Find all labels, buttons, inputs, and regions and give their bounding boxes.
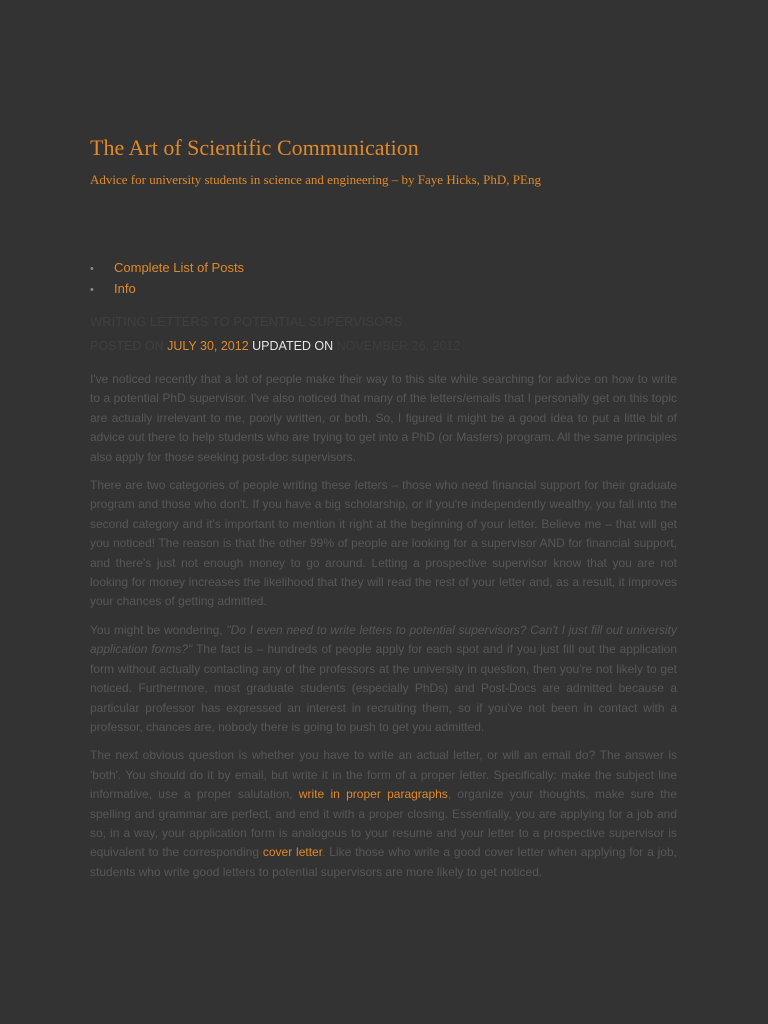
paragraph-3-rest: The fact is – hundreds of people apply for each spot and if you just fill out the application form without actually contacting any of the professors at the university in question, then you're not likely to get noticed. Furthermore, most graduate students (especially PhDs) and Post-Docs are admitted because a particular professor has expressed an interest in recruiting them, so if you've not been in contact with a professor, chances are, nobody there is going to push to get you admitted. (90, 642, 677, 734)
post-meta (90, 336, 677, 356)
paragraph-1: I've noticed recently that a lot of people make their way to this site while searching for advice on how to write to a potential PhD supervisor. I've also noticed that many of the letters/emails that I personally get on this topic are actually irrelevant to me, poorly written, or both. So, I figured it might be a good idea to put a little bit of advice out there to help students who are trying to get into a PhD (or Masters) program. All the same principles also apply for those seeking post-doc supervisors. (90, 372, 677, 464)
post-body (90, 370, 677, 882)
paragraph-4-part-c: . Like those who write a good cover letter when applying for a job, students who write good letters to potential supervisors are more likely to get noticed. (90, 845, 677, 879)
site-header (90, 134, 710, 189)
post-article (90, 312, 677, 891)
main-nav (90, 258, 244, 300)
write-in-proper-paragraphs-link[interactable]: write in proper paragraphs (298, 787, 448, 802)
site-title[interactable]: The Art of Scientific Communication (90, 135, 419, 160)
paragraph-4 (90, 746, 677, 882)
paragraph-3 (90, 621, 677, 737)
post-date[interactable]: JULY 30, 2012 (167, 339, 249, 353)
paragraph-3-quote: "Do I even need to write letters to potential supervisors? Can't I just fill out university application forms?" (90, 622, 677, 657)
nav-item-complete-list (90, 258, 244, 279)
bullet-icon: • (90, 284, 94, 296)
posted-label: POSTED ON (90, 339, 164, 353)
post-title[interactable]: WRITING LETTERS TO POTENTIAL SUPERVISORS (90, 314, 403, 329)
nav-link-complete-list[interactable]: Complete List of Posts (114, 260, 245, 275)
updated-label: UPDATED ON (252, 339, 334, 353)
paragraph-3-start: You might be wondering, (90, 622, 227, 637)
paragraph-2: There are two categories of people writing these letters – those who need financial support for their graduate program and those who don't. If you have a big scholarship, or if you're independently wealthy, you fall into the second category and it's important to mention it right at the beginning of your letter. Believe me – that will get you noticed! The reason is that the other 99% of people are looking for a supervisor AND for financial support, and there's just not enough money to go around. Letting a prospective supervisor know that you are not looking for money increases the likelihood that they will read the rest of your letter and, as a result, it improves your chances of getting admitted. (90, 478, 677, 609)
nav-link-info[interactable]: Info (114, 281, 136, 296)
paragraph-4-part-a: The next obvious question is whether you have to write an actual letter, or will an email do? The answer is 'both'. You should do it by email, but write it in the form of a proper letter. Specifically: make the subject line informative, use a proper salutation, (90, 748, 677, 802)
updated-date: NOVEMBER 26, 2012 (336, 339, 461, 353)
nav-item-info (90, 279, 244, 300)
cover-letter-link[interactable]: cover letter (262, 845, 323, 860)
site-tagline: Advice for university students in science and engineering – by Faye Hicks, PhD, PEng (90, 172, 541, 187)
paragraph-4-part-b: , organize your thoughts, make sure the spelling and grammar are perfect, and end it with a proper closing. Essentially, you are applying for a job and so, in a way, your application form is analogous to your resume and your letter to a prospective supervisor is equivalent to the corresponding (90, 787, 677, 860)
bullet-icon: • (90, 263, 94, 275)
